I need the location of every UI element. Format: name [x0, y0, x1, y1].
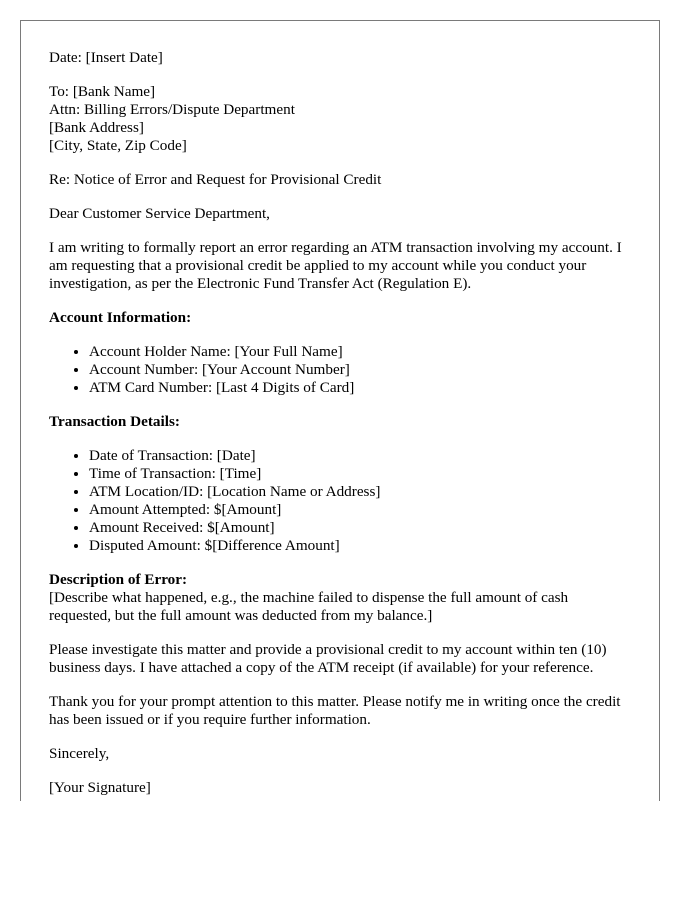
salutation: Dear Customer Service Department,: [49, 205, 270, 222]
list-item: • Date of Transaction: [Date]: [89, 447, 631, 465]
transaction-details-list: [49, 447, 631, 555]
list-item: • Account Number: [Your Account Number]: [89, 361, 631, 379]
transaction-details-heading: Transaction Details:: [49, 413, 180, 430]
signature-placeholder: [Your Signature]: [49, 779, 151, 796]
list-item: • ATM Card Number: [Last 4 Digits of Card]: [89, 379, 631, 397]
list-item: • Time of Transaction: [Time]: [89, 465, 631, 483]
list-item: • Amount Attempted: $[Amount]: [89, 501, 631, 519]
account-info-list: [49, 343, 631, 397]
recipient-attn: Attn: Billing Errors/Dispute Department: [49, 101, 295, 118]
list-item: • ATM Location/ID: [Location Name or Address]: [89, 483, 631, 501]
letter-page: [20, 20, 660, 801]
request-paragraph: Please investigate this matter and provide a provisional credit to my account within ten (10) business days. I have attached a copy of the ATM receipt (if available) for your reference.: [49, 641, 607, 676]
recipient-city: [City, State, Zip Code]: [49, 137, 187, 154]
closing-paragraph: Thank you for your prompt attention to this matter. Please notify me in writing once the credit has been issued or if you require further information.: [49, 693, 621, 728]
letter-content: [21, 21, 659, 797]
list-item: • Disputed Amount: $[Difference Amount]: [89, 537, 631, 555]
list-item: • Amount Received: $[Amount]: [89, 519, 631, 537]
subject-line: Re: Notice of Error and Request for Provisional Credit: [49, 171, 382, 188]
description-heading: Description of Error:: [49, 571, 188, 588]
intro-paragraph: I am writing to formally report an error regarding an ATM transaction involving my account. I am requesting that a provisional credit be applied to my account while you conduct your investigation, as per the Electronic Fund Transfer Act (Regulation E).: [49, 239, 622, 292]
description-text: [Describe what happened, e.g., the machine failed to dispense the full amount of cash requested, but the full amount was deducted from my balance.]: [49, 589, 569, 624]
list-item: • Account Holder Name: [Your Full Name]: [89, 343, 631, 361]
recipient-block: [49, 83, 631, 155]
account-info-heading: Account Information:: [49, 309, 192, 326]
date-line: Date: [Insert Date]: [49, 49, 163, 66]
recipient-address: [Bank Address]: [49, 119, 144, 136]
recipient-to: To: [Bank Name]: [49, 83, 156, 100]
sign-off: Sincerely,: [49, 745, 110, 762]
